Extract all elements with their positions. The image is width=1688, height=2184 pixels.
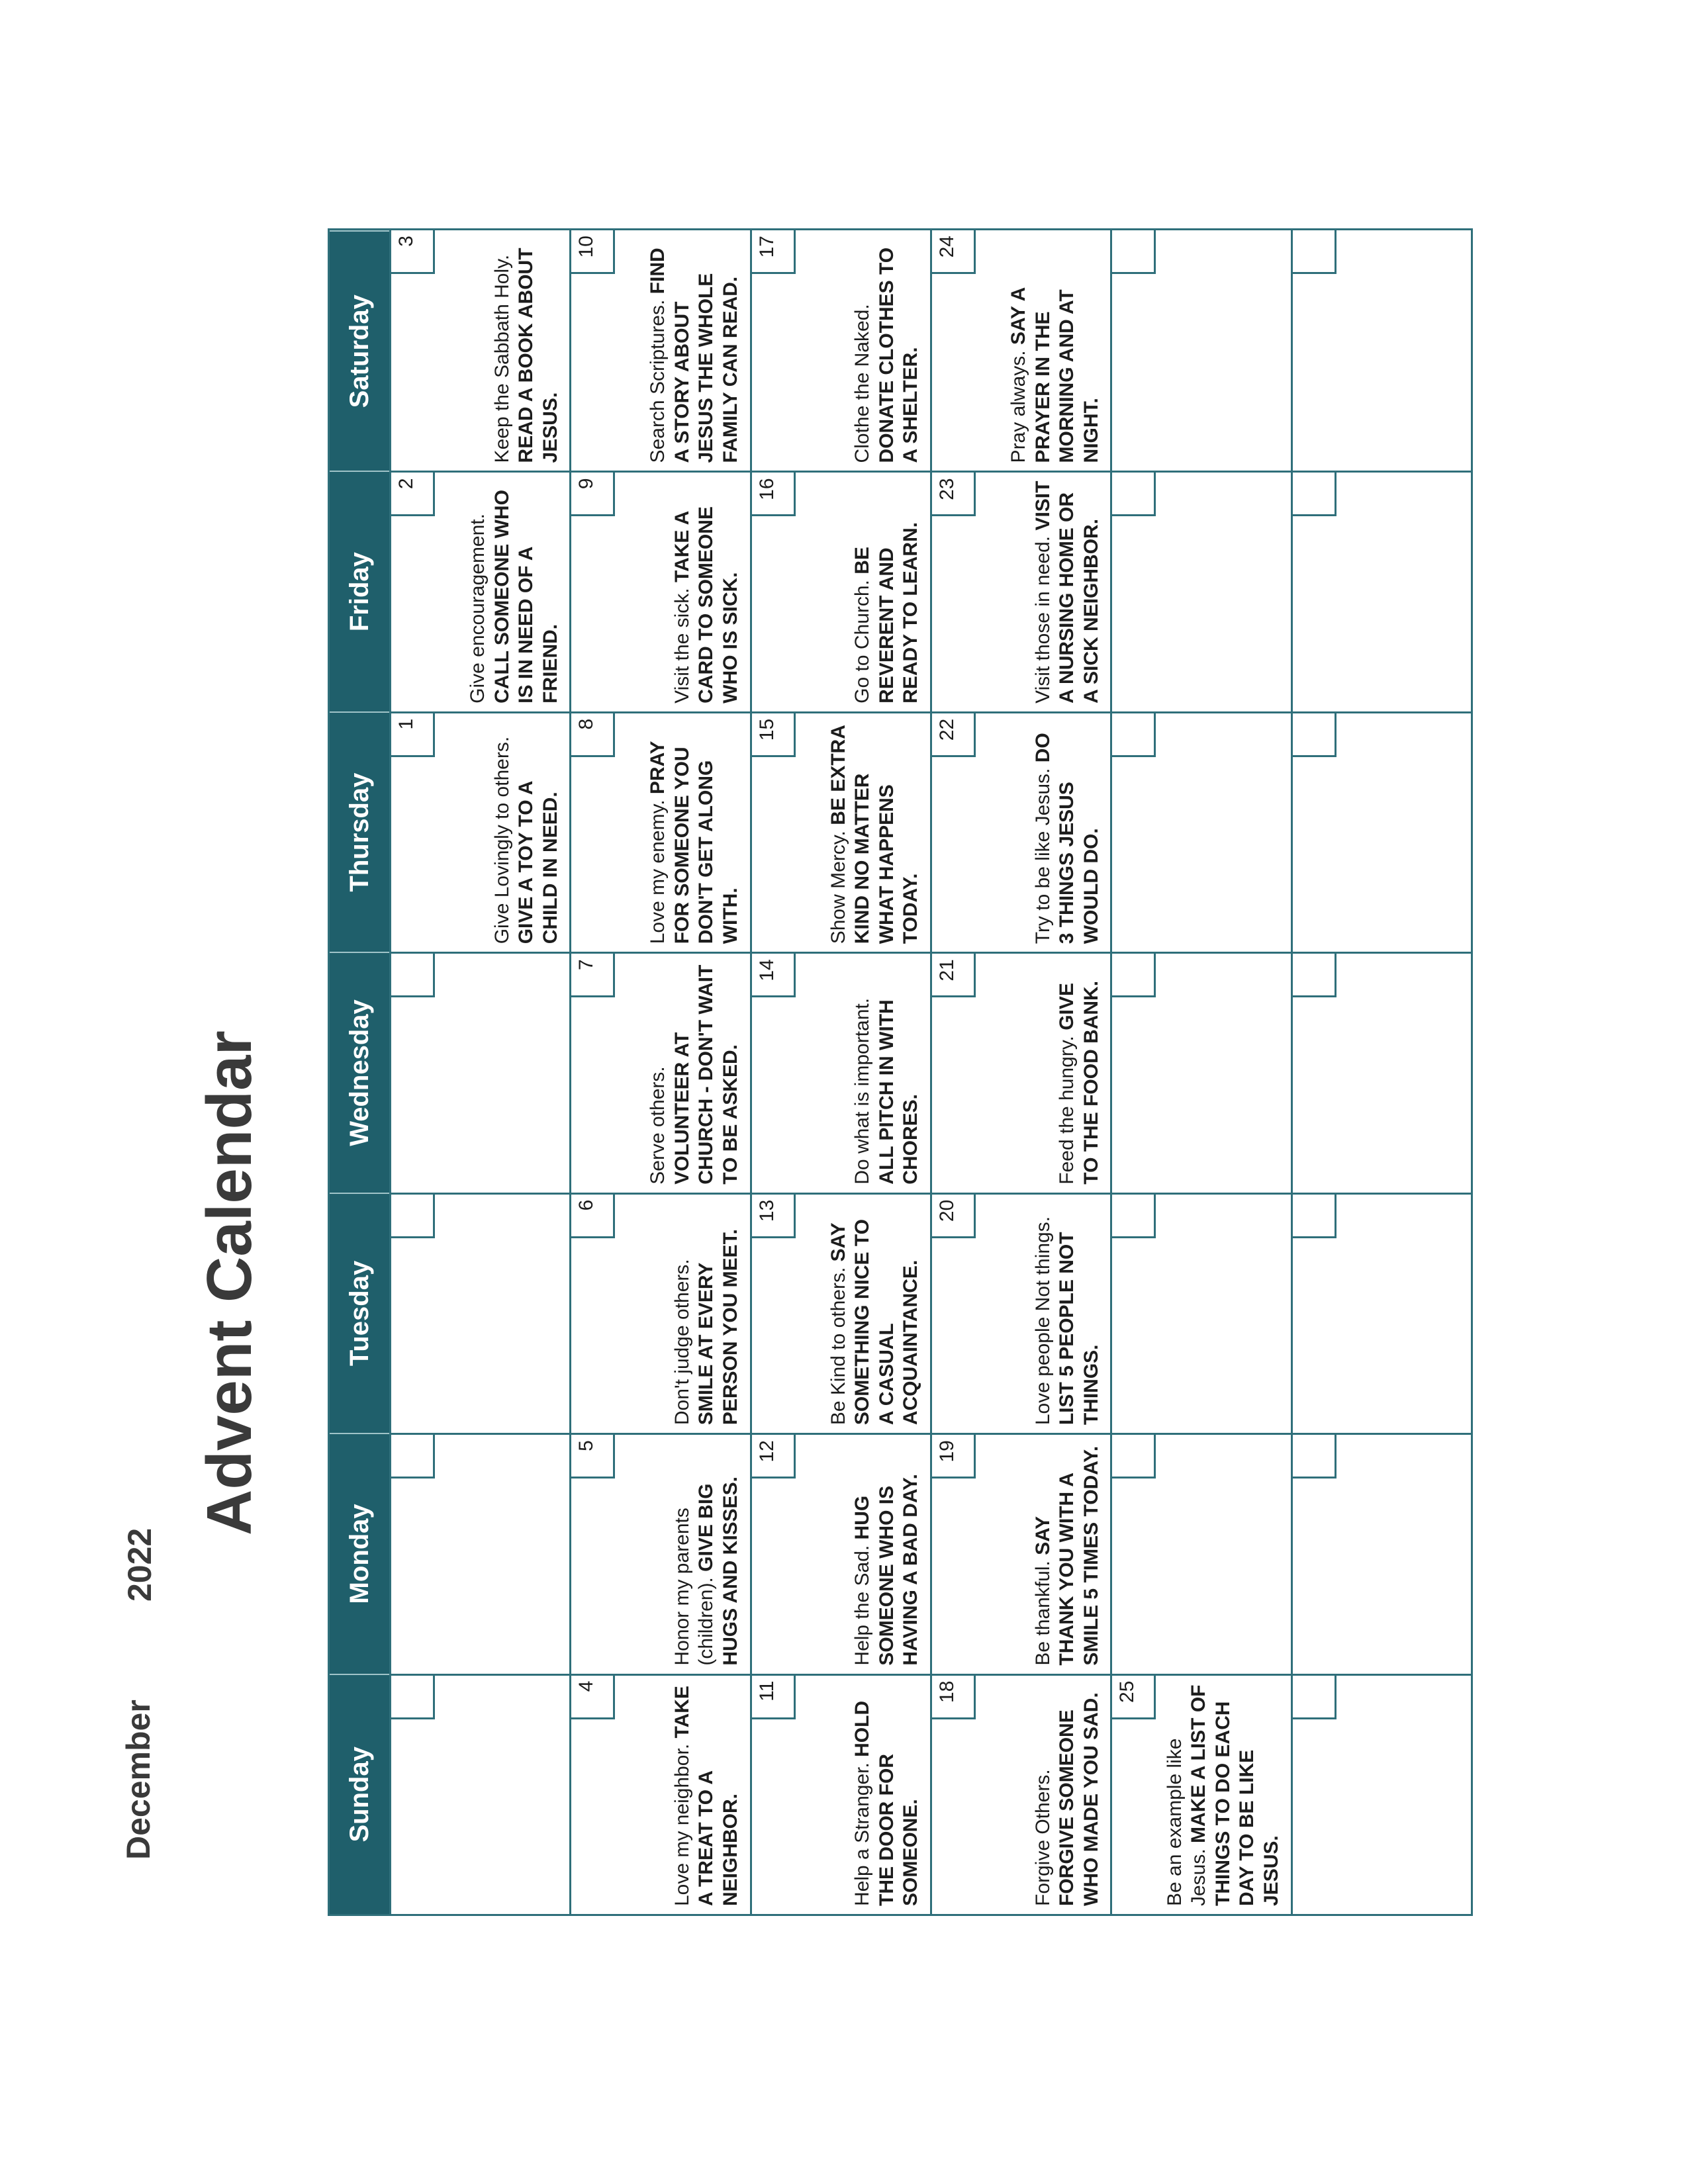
day-cell [750, 1674, 930, 1914]
day-number: 3 [391, 230, 435, 274]
weekday-header: Thursday [330, 711, 389, 952]
task-action: ALL PITCH IN WITH CHORES. [875, 999, 922, 1185]
day-number [391, 1195, 435, 1238]
day-cell [1110, 1433, 1290, 1673]
task-theme: Love my neighbor. [671, 1743, 693, 1906]
day-cell [1291, 1674, 1471, 1914]
task-action: SAY A PRAYER IN THE MORNING AND AT NIGHT. [1007, 287, 1102, 463]
task-text [1007, 237, 1103, 463]
day-cell [750, 471, 930, 711]
task-action: FIND A STORY ABOUT JESUS THE WHOLE FAMILY CAN READ. [647, 248, 742, 463]
task-theme: Give encouragement. [466, 514, 489, 704]
task-theme: Love people Not things. [1031, 1216, 1054, 1426]
day-cell [389, 230, 569, 471]
page-title: Advent Calendar [194, 1030, 265, 1535]
task-action: MAKE A LIST OF THINGS TO DO EACH DAY TO BE LIKE JESUS. [1188, 1684, 1283, 1906]
day-cell [750, 711, 930, 952]
day-number: 17 [752, 230, 796, 274]
task-action: HUG SOMEONE WHO IS HAVING A BAD DAY. [851, 1474, 922, 1666]
task-text [1031, 1682, 1104, 1906]
calendar-grid [328, 228, 1473, 1916]
task-action: DONATE CLOTHES TO A SHELTER. [875, 247, 922, 463]
day-number [1293, 1435, 1336, 1479]
day-cell [389, 1674, 569, 1914]
task-theme: Do what is important. [851, 997, 874, 1185]
day-cell [569, 952, 749, 1192]
day-number: 4 [571, 1676, 615, 1719]
day-number [1112, 713, 1156, 757]
task-text [671, 1201, 743, 1425]
task-theme: Help a Stranger. [851, 1762, 874, 1906]
day-number: 5 [571, 1435, 615, 1479]
task-text [1031, 1201, 1104, 1425]
weekday-header: Wednesday [330, 952, 389, 1192]
task-text [851, 479, 923, 703]
day-number [1293, 230, 1336, 274]
task-theme: Honor my parents (children). [671, 1508, 718, 1666]
task-theme: Try to be like Jesus. [1031, 768, 1054, 944]
task-action: SMILE AT EVERY PERSON YOU MEET. [695, 1228, 742, 1426]
day-cell [1291, 711, 1471, 952]
day-cell [930, 471, 1110, 711]
task-action: VISIT A NURSING HOME OR A SICK NEIGHBOR. [1031, 480, 1102, 704]
day-cell [1110, 230, 1290, 471]
day-cell [569, 471, 749, 711]
day-cell [1110, 1193, 1290, 1433]
task-text [646, 720, 743, 944]
task-text [466, 479, 563, 703]
day-number [1293, 1195, 1336, 1238]
day-cell [1110, 952, 1290, 1192]
task-text [851, 1441, 923, 1665]
year-label: 2022 [121, 1527, 158, 1602]
task-text [1031, 720, 1104, 944]
day-number: 10 [571, 230, 615, 274]
task-action: FORGIVE SOMEONE WHO MADE YOU SAD. [1056, 1692, 1102, 1906]
task-text [671, 1441, 743, 1665]
task-theme: Feed the hungry. [1056, 1036, 1078, 1185]
day-number [391, 1435, 435, 1479]
day-cell [930, 1193, 1110, 1433]
day-cell [569, 1193, 749, 1433]
day-cell [1291, 1193, 1471, 1433]
task-action: SAY SOMETHING NICE TO A CASUAL ACQUAINTANCE. [827, 1219, 922, 1426]
task-theme: Pray always. [1007, 350, 1029, 463]
day-cell [389, 1433, 569, 1673]
task-action: DO 3 THINGS JESUS WOULD DO. [1031, 733, 1102, 944]
task-theme: Be Kind to others. [827, 1267, 849, 1426]
task-theme: Visit the sick. [671, 588, 693, 704]
day-number: 16 [752, 473, 796, 516]
task-action: READ A BOOK ABOUT JESUS. [515, 248, 561, 463]
day-number [391, 1676, 435, 1719]
day-cell [389, 1193, 569, 1433]
day-number: 25 [1112, 1676, 1156, 1719]
task-text [646, 237, 743, 463]
day-number [1293, 473, 1336, 516]
task-theme: Forgive Others. [1031, 1769, 1054, 1906]
day-number [1112, 473, 1156, 516]
task-text [491, 237, 563, 463]
day-number [391, 954, 435, 997]
task-text [1163, 1682, 1284, 1906]
task-text [1031, 479, 1104, 703]
task-theme: Go to Church. [851, 580, 874, 704]
day-cell [1291, 471, 1471, 711]
day-cell [750, 952, 930, 1192]
task-text [671, 1682, 743, 1906]
day-number [1293, 954, 1336, 997]
day-number [1293, 713, 1336, 757]
day-number: 23 [932, 473, 976, 516]
day-number: 21 [932, 954, 976, 997]
task-theme: Keep the Sabbath Holy. [491, 254, 513, 463]
day-cell [930, 952, 1110, 1192]
day-number: 6 [571, 1195, 615, 1238]
day-cell [930, 1433, 1110, 1673]
task-action: HOLD THE DOOR FOR SOMEONE. [851, 1700, 922, 1906]
day-number: 20 [932, 1195, 976, 1238]
weekday-header: Monday [330, 1433, 389, 1673]
task-theme: Don't judge others. [671, 1259, 693, 1426]
task-text [827, 720, 923, 944]
task-action: TAKE A CARD TO SOMEONE WHO IS SICK. [671, 506, 742, 704]
day-cell [750, 1433, 930, 1673]
weekday-header: Tuesday [330, 1193, 389, 1433]
day-cell [569, 1674, 749, 1914]
task-theme: Visit those in need. [1031, 535, 1054, 704]
day-number: 2 [391, 473, 435, 516]
task-action: BE REVERENT AND READY TO LEARN. [851, 522, 922, 704]
day-number: 15 [752, 713, 796, 757]
task-text [1031, 1441, 1104, 1665]
day-number: 7 [571, 954, 615, 997]
task-theme: Show Mercy. [827, 831, 849, 944]
task-theme: Love my enemy. [647, 799, 669, 944]
day-cell [1291, 230, 1471, 471]
day-cell [569, 1433, 749, 1673]
task-theme: Clothe the Naked. [851, 304, 874, 463]
task-text [851, 237, 923, 463]
day-number [1112, 954, 1156, 997]
task-text [491, 720, 563, 944]
task-action: GIVE TO THE FOOD BANK. [1056, 980, 1102, 1185]
task-action: GIVE A TOY TO A CHILD IN NEED. [515, 781, 561, 944]
task-theme: Be thankful. [1031, 1561, 1054, 1666]
day-cell [750, 1193, 930, 1433]
day-number: 12 [752, 1435, 796, 1479]
day-cell [750, 230, 930, 471]
weekday-header: Sunday [330, 1674, 389, 1914]
day-cell [930, 1674, 1110, 1914]
task-action: CALL SOMEONE WHO IS IN NEED OF A FRIEND. [491, 490, 561, 704]
task-text [851, 1682, 923, 1906]
weekday-header: Friday [330, 471, 389, 711]
day-cell [1291, 952, 1471, 1192]
month-label: December [120, 1700, 157, 1860]
day-cell [389, 952, 569, 1192]
task-text [851, 960, 923, 1184]
day-number [1293, 1676, 1336, 1719]
task-action: LIST 5 PEOPLE NOT THINGS. [1056, 1232, 1102, 1426]
task-theme: Serve others. [647, 1066, 669, 1185]
day-cell [1110, 711, 1290, 952]
task-theme: Be an example like Jesus. [1163, 1738, 1210, 1906]
day-cell [930, 230, 1110, 471]
day-number [1112, 1195, 1156, 1238]
day-number: 13 [752, 1195, 796, 1238]
task-theme: Give Lovingly to others. [491, 736, 513, 944]
day-number: 18 [932, 1676, 976, 1719]
task-text [1055, 960, 1103, 1184]
day-cell [1110, 1674, 1290, 1914]
day-number [1112, 1435, 1156, 1479]
day-cell [389, 711, 569, 952]
calendar-rotated-wrapper [328, 228, 1473, 1916]
task-action: PRAY FOR SOMEONE YOU DON'T GET ALONG WITH. [647, 741, 742, 944]
task-action: GIVE BIG HUGS AND KISSES. [695, 1476, 742, 1666]
task-text [671, 479, 743, 703]
day-number [1112, 230, 1156, 274]
day-cell [1110, 471, 1290, 711]
task-action: SAY THANK YOU WITH A SMILE 5 TIMES TODAY. [1031, 1445, 1102, 1666]
day-cell [1291, 1433, 1471, 1673]
day-number: 19 [932, 1435, 976, 1479]
day-cell [389, 471, 569, 711]
day-number: 11 [752, 1676, 796, 1719]
task-theme: Search Scriptures. [647, 299, 669, 463]
day-number: 9 [571, 473, 615, 516]
day-number: 8 [571, 713, 615, 757]
task-action: TAKE A TREAT TO A NEIGHBOR. [671, 1686, 742, 1906]
day-number: 14 [752, 954, 796, 997]
task-text [827, 1201, 923, 1425]
day-cell [930, 711, 1110, 952]
day-cell [569, 230, 749, 471]
task-text [646, 960, 743, 1184]
task-action: VOLUNTEER AT CHURCH - DON'T WAIT TO BE ASKED. [671, 964, 742, 1185]
day-number: 22 [932, 713, 976, 757]
task-action: BE EXTRA KIND NO MATTER WHAT HAPPENS TODAY. [827, 725, 922, 944]
day-number: 1 [391, 713, 435, 757]
day-number: 24 [932, 230, 976, 274]
weekday-header: Saturday [330, 230, 389, 471]
day-cell [569, 711, 749, 952]
task-theme: Help the Sad. [851, 1545, 874, 1666]
